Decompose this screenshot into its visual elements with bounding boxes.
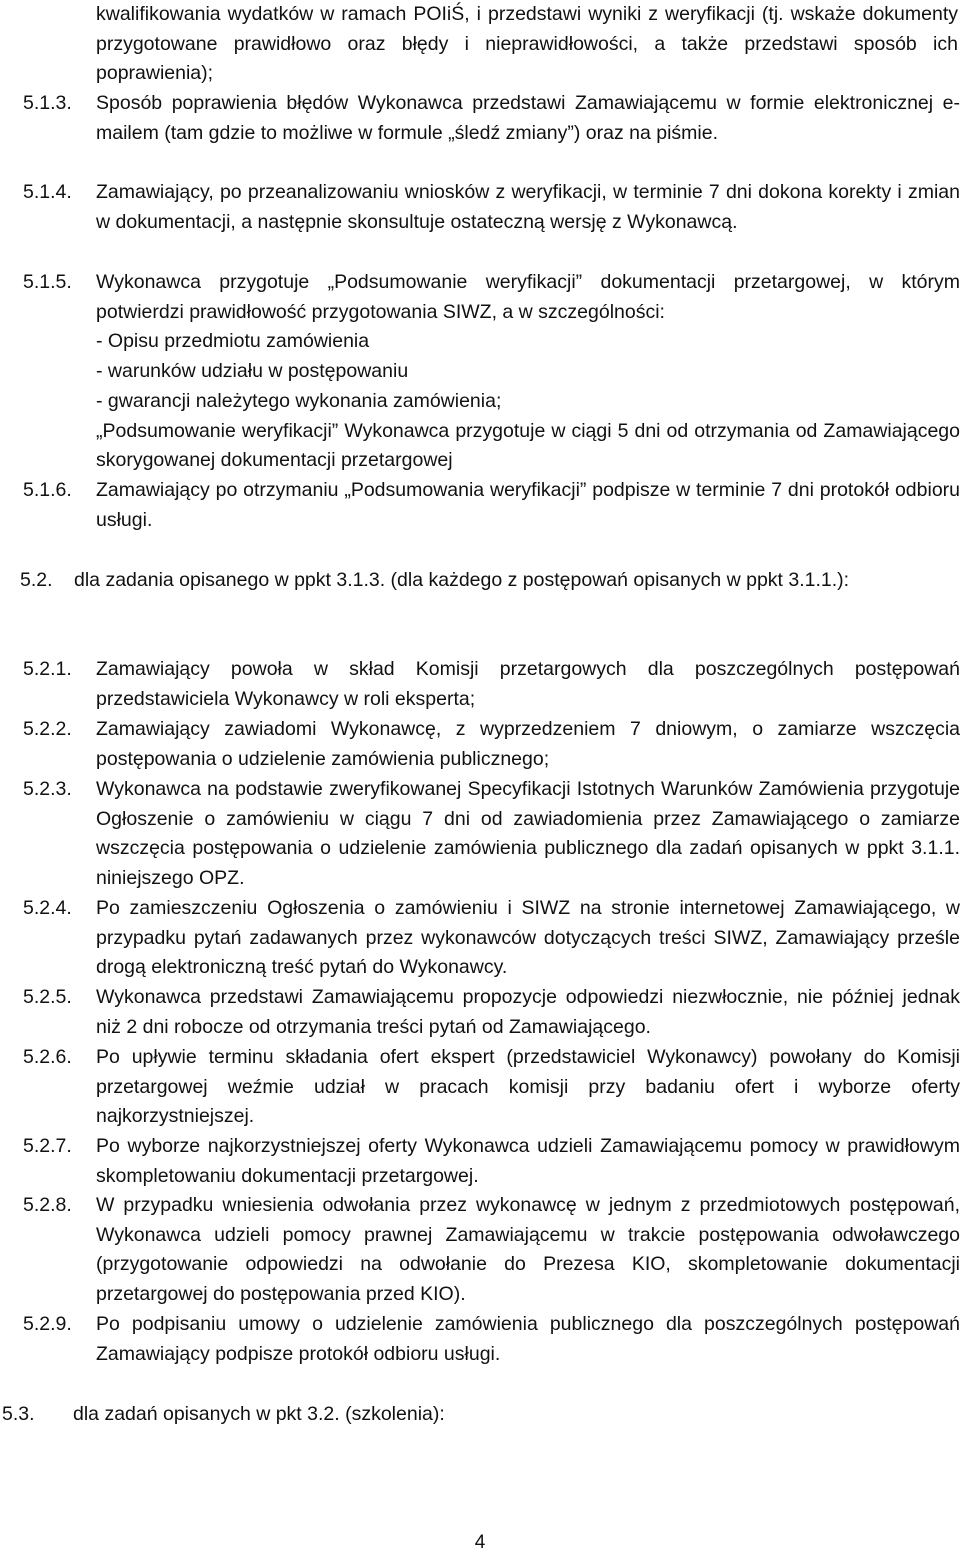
section-5-1-5 — [23, 268, 960, 476]
section-text: Zamawiający, po przeanalizowaniu wniosków z weryfikacji, w terminie 7 dni dokona korekty i zmian w dokumentacji, a następnie skonsultuje ostateczną wersję z Wykonawcą. — [96, 181, 960, 233]
section-5-2-6 — [23, 1043, 960, 1132]
section-5-2-9 — [23, 1310, 960, 1369]
section-number: 5.1.6. — [23, 479, 72, 501]
section-text: Po upływie terminu składania ofert ekspert (przedstawiciel Wykonawcy) powołany do Komisji przetargowej weźmie udział w pracach komisji przy badaniu ofert i wyborze oferty najkorzystniejszej. — [96, 1046, 960, 1128]
section-number: 5.1.5. — [23, 271, 72, 293]
section-5-2 — [20, 566, 960, 596]
list-item: - Opisu przedmiotu zamówienia — [96, 330, 370, 353]
section-text: Zamawiający powoła w skład Komisji przetargowych dla poszczególnych postępowań przedstawiciela Wykonawcy w roli eksperta; — [96, 658, 960, 710]
section-text: Zamawiający po otrzymaniu „Podsumowania weryfikacji” podpisze w terminie 7 dni protokół odbioru usługi. — [96, 479, 960, 531]
section-5-1-4 — [23, 178, 960, 237]
section-text: Po podpisaniu umowy o udzielenie zamówienia publicznego dla poszczególnych postępowań Zamawiający podpisze protokół odbioru usługi. — [96, 1313, 960, 1365]
section-number: 5.2. — [20, 569, 53, 591]
section-5-2-5 — [23, 983, 960, 1042]
section-intro: Wykonawca przygotuje „Podsumowanie weryfikacji” dokumentacji przetargowej, w którym potwierdzi prawidłowość przygotowania SIWZ, a w szczególności: — [96, 271, 960, 323]
section-5-2-4 — [23, 894, 960, 983]
section-followup: „Podsumowanie weryfikacji” Wykonawca przygotuje w ciągi 5 dni od otrzymania od Zamawiającego skorygowanej dokumentacji przetargowej — [96, 419, 960, 472]
section-number: 5.2.3. — [23, 778, 72, 800]
section-number: 5.2.6. — [23, 1046, 72, 1068]
section-5-1-3 — [23, 89, 960, 148]
section-5-2-1 — [23, 655, 960, 714]
section-number: 5.1.4. — [23, 181, 72, 203]
section-text: W przypadku wniesienia odwołania przez wykonawcę w jednym z przedmiotowych postępowań, Wykonawca udzieli pomocy prawnej Zamawiającemu w trakcie postępowania odwoławczego (przygotowanie odpowiedzi na odwołanie do Prezesa KIO, skompletowanie dokumentacji przetargowej do postępowania przed KIO). — [96, 1194, 960, 1306]
section-text: Po zamieszczeniu Ogłoszenia o zamówieniu i SIWZ na stronie internetowej Zamawiającego, w przypadku pytań zadawanych przez wykonawców dotyczących treści SIWZ, Zamawiający prześle drogą elektroniczną treść pytań do Wykonawcy. — [96, 897, 960, 979]
section-number: 5.2.4. — [23, 897, 72, 919]
section-text: dla zadania opisanego w ppkt 3.1.3. (dla każdego z postępowań opisanych w ppkt 3.1.1.): — [74, 569, 850, 591]
section-5-1-6 — [23, 476, 960, 535]
section-5-2-7 — [23, 1132, 960, 1191]
section-text: dla zadań opisanych w pkt 3.2. (szkolenia): — [73, 1403, 445, 1425]
section-5-2-8 — [23, 1191, 960, 1310]
section-number: 5.1.3. — [23, 92, 72, 114]
section-number: 5.2.5. — [23, 986, 72, 1008]
section-text: Wykonawca przedstawi Zamawiającemu propozycje odpowiedzi niezwłocznie, nie później jednak niż 2 dni robocze od otrzymania treści pytań od Zamawiającego. — [96, 986, 960, 1038]
section-number: 5.2.9. — [23, 1313, 72, 1335]
page-number: 4 — [474, 1532, 486, 1553]
section-text: Zamawiający zawiadomi Wykonawcę, z wyprzedzeniem 7 dniowym, o zamiarze wszczęcia postępowania o udzielenie zamówienia publicznego; — [96, 718, 960, 770]
section-text: Sposób poprawienia błędów Wykonawca przedstawi Zamawiającemu w formie elektronicznej e-mailem (tam gdzie to możliwe w formule „śledź zmiany”) oraz na piśmie. — [96, 92, 960, 144]
section-number: 5.2.1. — [23, 658, 72, 680]
section-5-2-3 — [23, 775, 960, 894]
section-5-3 — [2, 1400, 960, 1430]
section-text: Po wyborze najkorzystniejszej oferty Wykonawca udzieli Zamawiającemu pomocy w prawidłowym skompletowaniu dokumentacji przetargowej. — [96, 1135, 960, 1187]
list-item: - warunków udziału w postępowaniu — [96, 360, 409, 383]
section-text — [96, 268, 960, 476]
section-number: 5.3. — [2, 1403, 35, 1425]
section-number: 5.2.7. — [23, 1135, 72, 1157]
section-number: 5.2.8. — [23, 1194, 72, 1216]
section-number: 5.2.2. — [23, 718, 72, 740]
intro-paragraph: kwalifikowania wydatków w ramach POIiŚ, i przedstawi wyniki z weryfikacji (tj. wskaże dokumenty przygotowane prawidłowo oraz błędy i nieprawidłowości, a także przedstawi sposób ich poprawienia); — [96, 3, 958, 85]
section-5-2-2 — [23, 715, 960, 774]
section-text: Wykonawca na podstawie zweryfikowanej Specyfikacji Istotnych Warunków Zamówienia przygotuje Ogłoszenie o zamówieniu w ciągu 7 dni od zawiadomienia przez Zamawiającego o zamiarze wszczęcia postępowania o udzielenie zamówienia publicznego dla zadań opisanych w ppkt 3.1.1. niniejszego OPZ. — [96, 778, 960, 890]
list-item: - gwarancji należytego wykonania zamówienia; — [96, 389, 502, 412]
